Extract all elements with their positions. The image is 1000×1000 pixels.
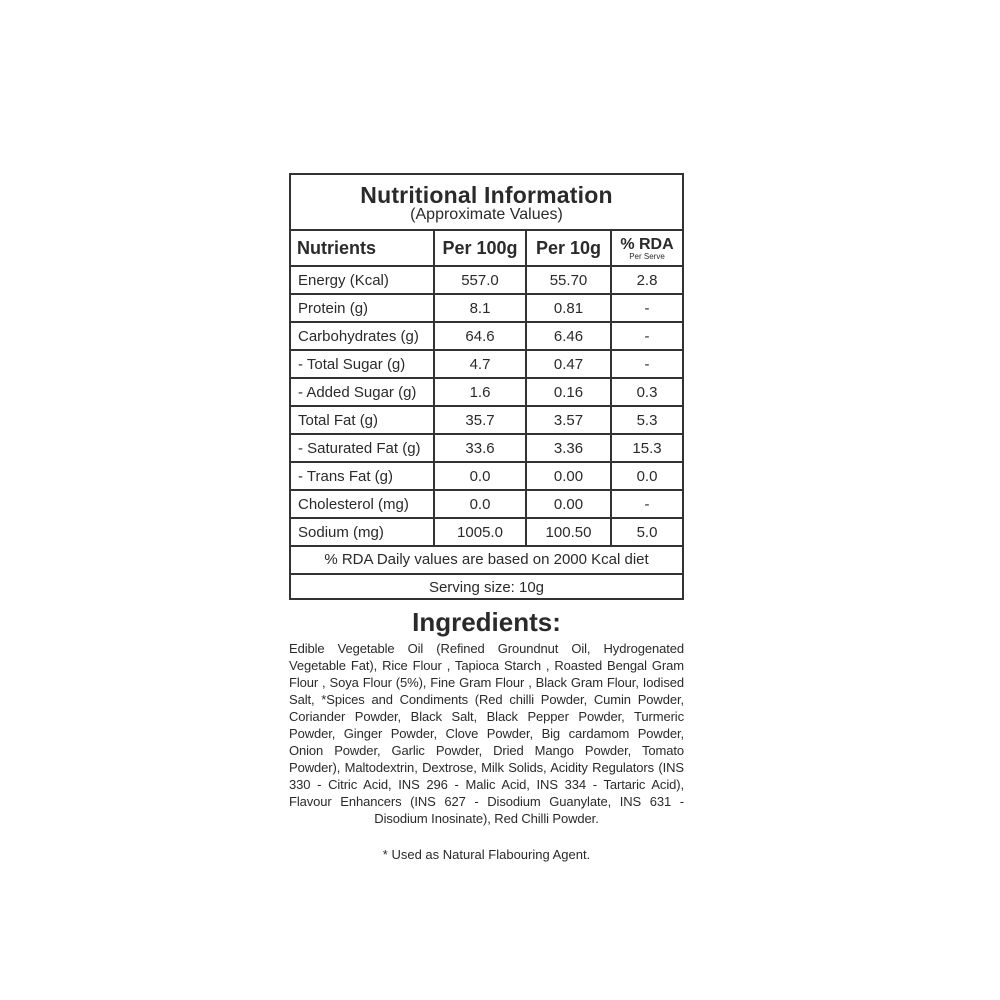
table-row (291, 490, 682, 518)
value-per-10g: 3.36 (526, 434, 611, 462)
value-rda: - (611, 490, 682, 518)
value-per-10g: 6.46 (526, 322, 611, 350)
serving-size: Serving size: 10g (428, 579, 545, 596)
value-rda: 15.3 (611, 434, 682, 462)
header-rda (611, 231, 682, 266)
header-per-10g: Per 10g (526, 231, 611, 266)
header-rda-label: % RDA (620, 236, 674, 253)
value-per-10g: 55.70 (526, 266, 611, 294)
nutrition-panel (289, 173, 684, 600)
value-rda: 0.3 (611, 378, 682, 406)
value-per-10g: 0.47 (526, 350, 611, 378)
table-row (291, 350, 682, 378)
nutrient-name: Total Fat (g) (291, 406, 434, 434)
value-rda: 5.0 (611, 518, 682, 546)
value-per-100g: 0.0 (434, 462, 526, 490)
nutrient-name: - Added Sugar (g) (291, 378, 434, 406)
value-per-100g: 1.6 (434, 378, 526, 406)
value-per-100g: 64.6 (434, 322, 526, 350)
header-per-100g: Per 100g (434, 231, 526, 266)
nutrient-name: - Trans Fat (g) (291, 462, 434, 490)
value-per-100g: 4.7 (434, 350, 526, 378)
ingredients-text: Edible Vegetable Oil (Refined Groundnut Oil, Hydrogenated Vegetable Fat), Rice Flour , Tapioca Starch , Roasted Bengal Gram Flour , Soya Flour (5%), Fine Gram Flour , Black Gram Flour, Iodised Salt, *Spices and Condiments (Red chilli Powder, Cumin Powder, Coriander Powder, Black Salt, Black Pepper Powder, Turmeric Powder, Ginger Powder, Clove Powder, Big cardamom Powder, Onion Powder, Garlic Powder, Dried Mango Powder, Tomato Powder), Maltodextrin, Dextrose, Milk Solids, Acidity Regulators (INS 330 - Citric Acid, INS 296 - Malic Acid, INS 334 - Tartaric Acid), Flavour Enhancers (INS 627 - Disodium Guanylate, INS 631 - Disodium Inosinate), Red Chilli Powder. (289, 641, 684, 826)
ingredients-note: * Used as Natural Flabouring Agent. (382, 847, 591, 862)
value-rda: - (611, 294, 682, 322)
value-per-100g: 8.1 (434, 294, 526, 322)
rda-note: % RDA Daily values are based on 2000 Kcal diet (291, 547, 682, 575)
value-per-10g: 100.50 (526, 518, 611, 546)
nutrition-table (291, 231, 682, 547)
table-row (291, 518, 682, 546)
nutrient-name: Carbohydrates (g) (291, 322, 434, 350)
table-row (291, 462, 682, 490)
table-row (291, 322, 682, 350)
nutrient-name: Protein (g) (291, 294, 434, 322)
nutrition-header (291, 175, 682, 231)
value-per-10g: 0.00 (526, 462, 611, 490)
nutrient-name: Sodium (mg) (291, 518, 434, 546)
value-per-100g: 35.7 (434, 406, 526, 434)
value-per-10g: 0.00 (526, 490, 611, 518)
table-header-row (291, 231, 682, 266)
nutrient-name: Cholesterol (mg) (291, 490, 434, 518)
table-row (291, 266, 682, 294)
header-rda-sublabel: Per Serve (629, 252, 665, 261)
nutrient-name: Energy (Kcal) (291, 266, 434, 294)
value-per-100g: 33.6 (434, 434, 526, 462)
value-per-10g: 3.57 (526, 406, 611, 434)
value-rda: 0.0 (611, 462, 682, 490)
nutrition-title: Nutritional Information (360, 182, 613, 208)
table-row (291, 294, 682, 322)
table-row (291, 434, 682, 462)
nutrition-subtitle: (Approximate Values) (410, 206, 563, 223)
table-row (291, 378, 682, 406)
table-row (291, 406, 682, 434)
value-per-100g: 557.0 (434, 266, 526, 294)
ingredients-title: Ingredients: (412, 607, 561, 637)
nutrient-name: - Saturated Fat (g) (291, 434, 434, 462)
value-per-100g: 1005.0 (434, 518, 526, 546)
header-nutrients: Nutrients (291, 231, 434, 266)
value-rda: 2.8 (611, 266, 682, 294)
value-rda: 5.3 (611, 406, 682, 434)
value-per-10g: 0.81 (526, 294, 611, 322)
value-rda: - (611, 350, 682, 378)
nutrient-name: - Total Sugar (g) (291, 350, 434, 378)
value-rda: - (611, 322, 682, 350)
value-per-10g: 0.16 (526, 378, 611, 406)
value-per-100g: 0.0 (434, 490, 526, 518)
